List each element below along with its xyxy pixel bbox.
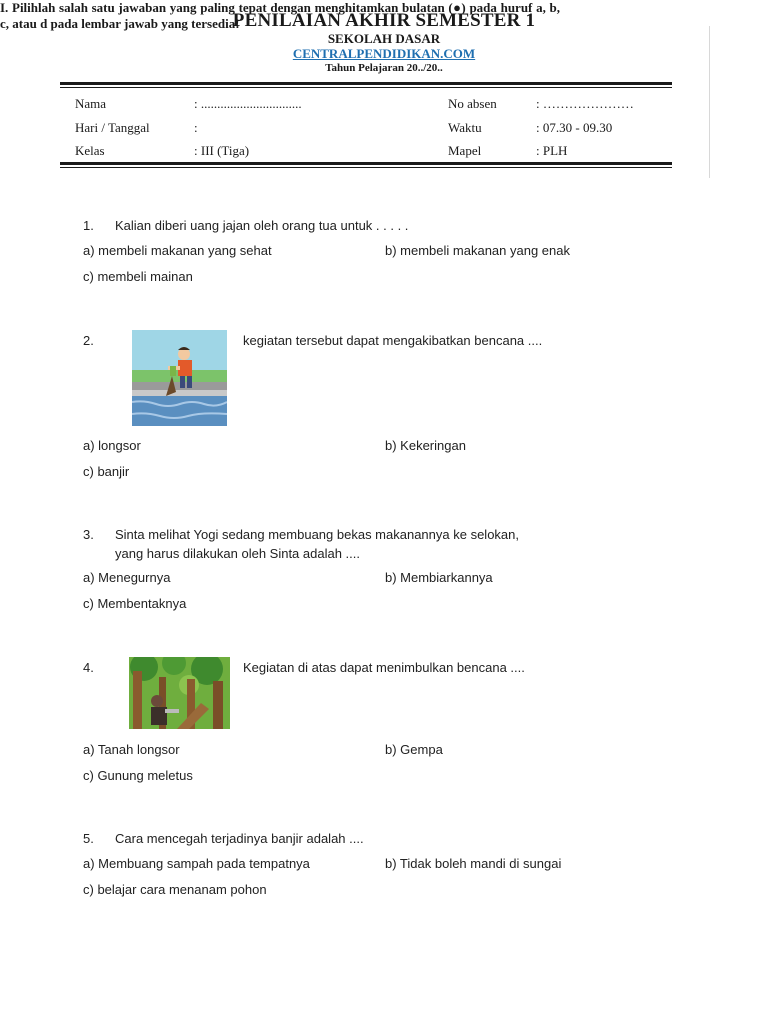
q3-text: Sinta melihat Yogi sedang membuang bekas makanannya ke selokan, [115,527,519,542]
q5-number: 5. [83,831,94,846]
hari-field[interactable]: : [194,120,198,135]
q3-number: 3. [83,527,94,542]
q1-option-c[interactable]: c) membeli mainan [83,269,193,284]
kelas-label: Kelas [75,143,105,158]
q4-text: Kegiatan di atas dapat menimbulkan bencana .... [243,660,525,675]
hari-label: Hari / Tanggal [75,120,150,135]
kelas-value: : III (Tiga) [194,143,250,158]
school-year: Tahun Pelajaran 20../20.. [325,62,443,74]
q1-option-b[interactable]: b) membeli makanan yang enak [385,243,570,258]
q1-option-a[interactable]: a) membeli makanan yang sehat [83,243,272,258]
nama-label: Nama [75,96,107,111]
q3-option-c[interactable]: c) Membentaknya [83,596,187,611]
q3-text-line2: yang harus dilakukan oleh Sinta adalah .... [115,546,361,561]
header-rule-thick [60,82,672,85]
q4-option-b[interactable]: b) Gempa [385,742,443,757]
q4-number: 4. [83,660,94,675]
q2-number: 2. [83,333,94,348]
instruction-text: I. Pilihlah salah satu jawaban yang paling tepat dengan menghitamkan bulatan (●) pada huruf a, b, c, atau d pada lembar jawab yang tersedia! [0,0,560,31]
q5-text: Cara mencegah terjadinya banjir adalah .... [115,831,364,846]
q5-option-c[interactable]: c) belajar cara menanam pohon [83,882,267,897]
tree-cutting-illustration [129,657,230,729]
waktu-label: Waktu [448,120,482,135]
school-name: SEKOLAH DASAR [327,31,441,46]
mapel-label: Mapel [448,143,482,158]
q5-option-a[interactable]: a) Membuang sampah pada tempatnya [83,856,310,871]
q5-option-b[interactable]: b) Tidak boleh mandi di sungai [385,856,562,871]
q2-option-b[interactable]: b) Kekeringan [385,438,466,453]
info-rule-thick [60,162,672,165]
q3-option-b[interactable]: b) Membiarkannya [385,570,493,585]
header-rule-thin [60,87,672,88]
nama-field[interactable]: : ............................... [194,96,302,111]
q1-number: 1. [83,218,94,233]
q1-text: Kalian diberi uang jajan oleh orang tua untuk . . . . . [115,218,409,233]
boy-littering-illustration [132,330,227,426]
mapel-value: : PLH [536,143,568,158]
absen-field[interactable]: : ………………… [536,96,634,111]
info-rule-thin [60,167,672,168]
q4-option-a[interactable]: a) Tanah longsor [83,742,180,757]
q2-option-c[interactable]: c) banjir [83,464,130,479]
exam-title: PENILAIAN AKHIR SEMESTER 1 [232,10,536,31]
q4-option-c[interactable]: c) Gunung meletus [83,768,193,783]
waktu-value: : 07.30 - 09.30 [536,120,613,135]
q2-text: kegiatan tersebut dapat mengakibatkan bencana .... [243,333,543,348]
absen-label: No absen [448,96,497,111]
q3-option-a[interactable]: a) Menegurnya [83,570,171,585]
website-link[interactable]: CENTRALPENDIDIKAN.COM [292,46,476,61]
q2-option-a[interactable]: a) longsor [83,438,141,453]
